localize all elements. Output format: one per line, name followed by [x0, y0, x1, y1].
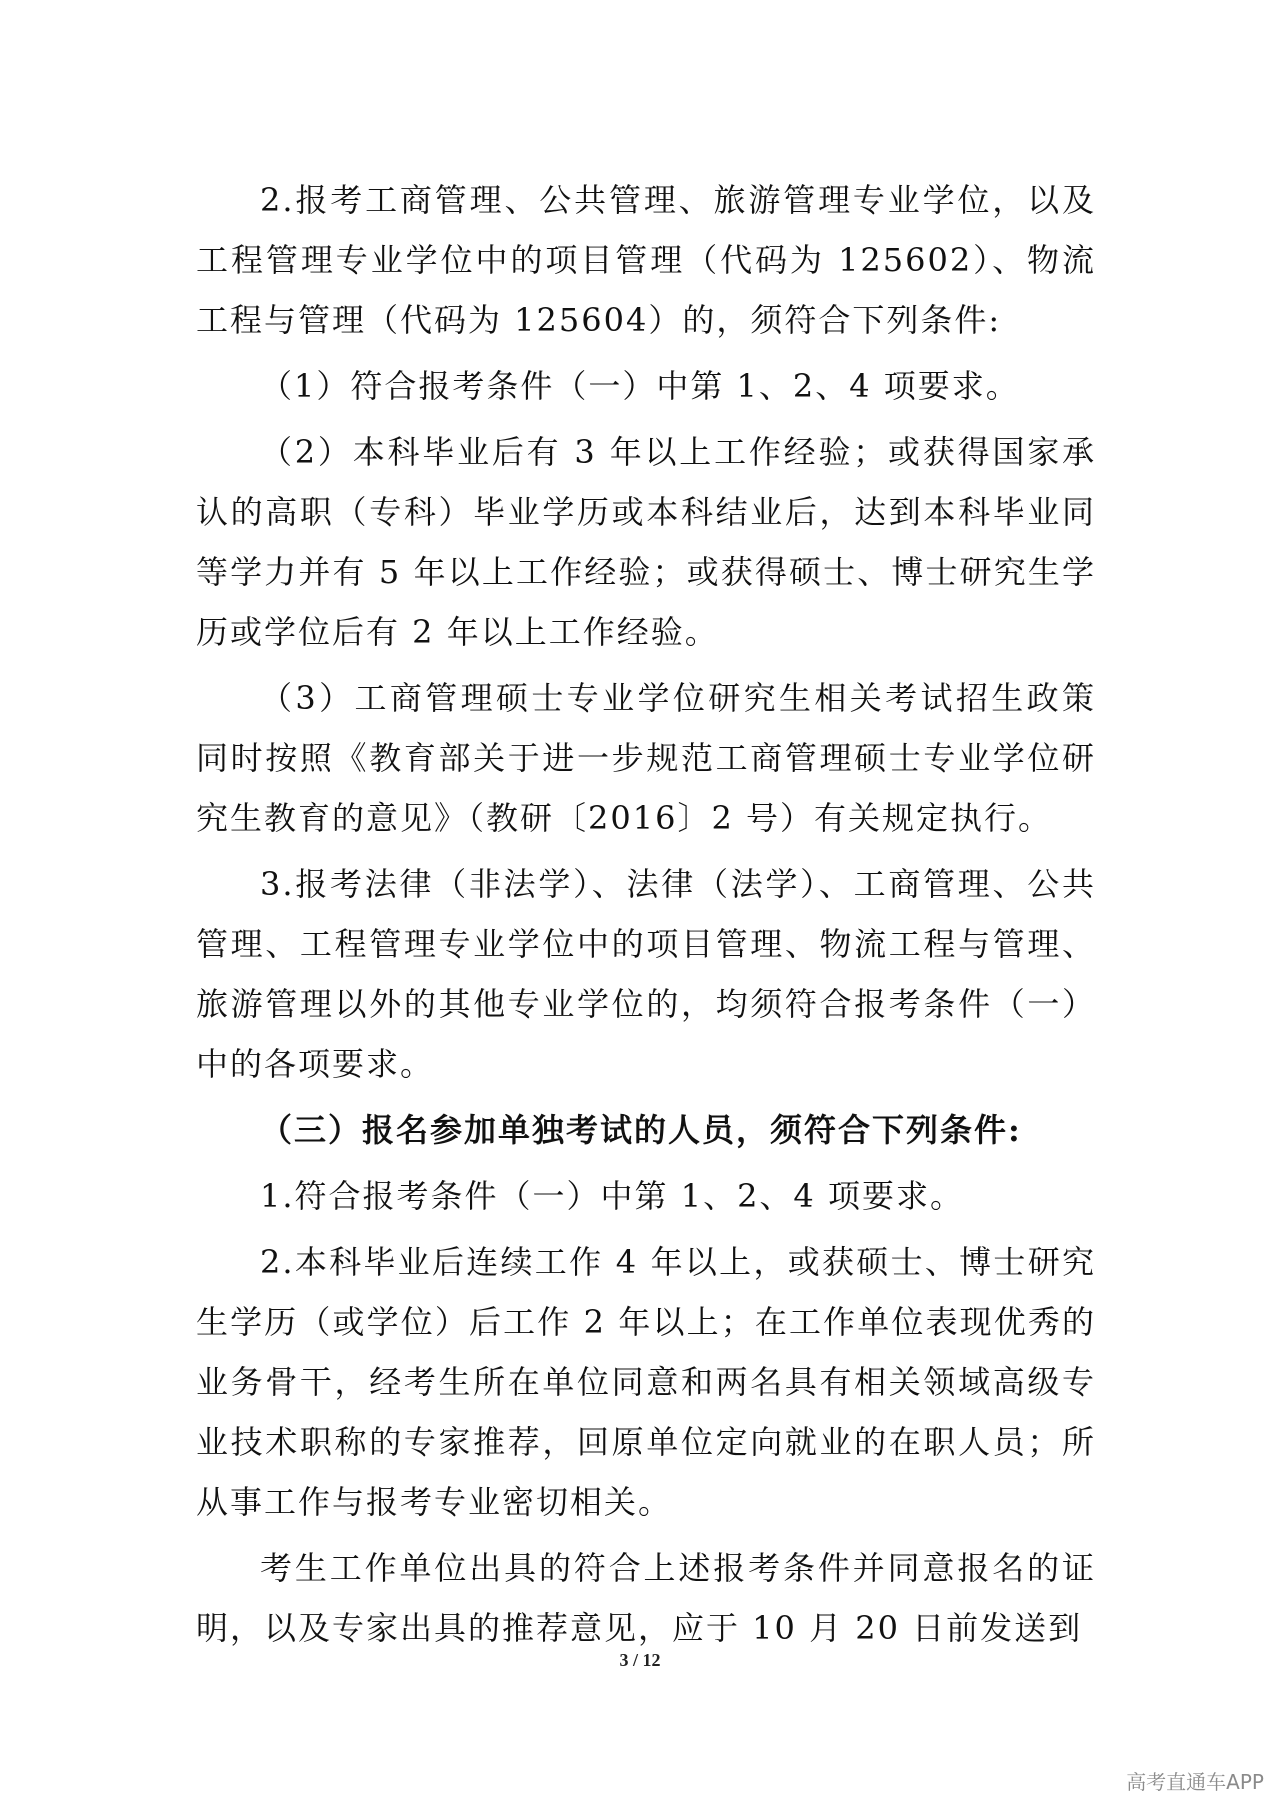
- paragraph-separate-exam-1: 1.符合报考条件（一）中第 1、2、4 项要求。: [260, 1177, 964, 1215]
- paragraph-certificate-note: 考生工作单位出具的符合上述报考条件并同意报名的证明，以及专家出具的推荐意见，应于 10 月 20 日前发送到: [196, 1549, 1096, 1647]
- paragraph-item-3: 3.报考法律（非法学）、法律（法学）、工商管理、公共管理、工程管理专业学位中的项目管理、物流工程与管理、旅游管理以外的其他专业学位的，均须符合报考条件（一）中的各项要求。: [196, 865, 1096, 1083]
- paragraph-condition-3: （3）工商管理硕士专业学位研究生相关考试招生政策同时按照《教育部关于进一步规范工商管理硕士专业学位研究生教育的意见》（教研〔2016〕2 号）有关规定执行。: [196, 679, 1096, 837]
- paragraph-separate-exam-2: 2.本科毕业后连续工作 4 年以上，或获硕士、博士研究生学历（或学位）后工作 2 年以上；在工作单位表现优秀的业务骨干，经考生所在单位同意和两名具有相关领域高级专业技术职称的专家推荐，回原单位定向就业的在职人员；所从事工作与报考专业密切相关。: [196, 1243, 1096, 1521]
- paragraph-condition-2: （2）本科毕业后有 3 年以上工作经验；或获得国家承认的高职（专科）毕业学历或本科结业后，达到本科毕业同等学力并有 5 年以上工作经验；或获得硕士、博士研究生学历或学位后有 2 年以上工作经验。: [196, 433, 1096, 651]
- section-heading: （三）报名参加单独考试的人员，须符合下列条件:: [260, 1111, 1022, 1149]
- document-body: [196, 170, 1096, 1664]
- watermark: 高考直通车APP: [1126, 1770, 1264, 1794]
- paragraph-item-2: 2.报考工商管理、公共管理、旅游管理专业学位，以及工程管理专业学位中的项目管理（代码为 125602）、物流工程与管理（代码为 125604）的，须符合下列条件:: [196, 181, 1096, 339]
- page-number: 3 / 12: [619, 1650, 661, 1670]
- paragraph-condition-1: （1）符合报考条件（一）中第 1、2、4 项要求。: [260, 367, 1020, 405]
